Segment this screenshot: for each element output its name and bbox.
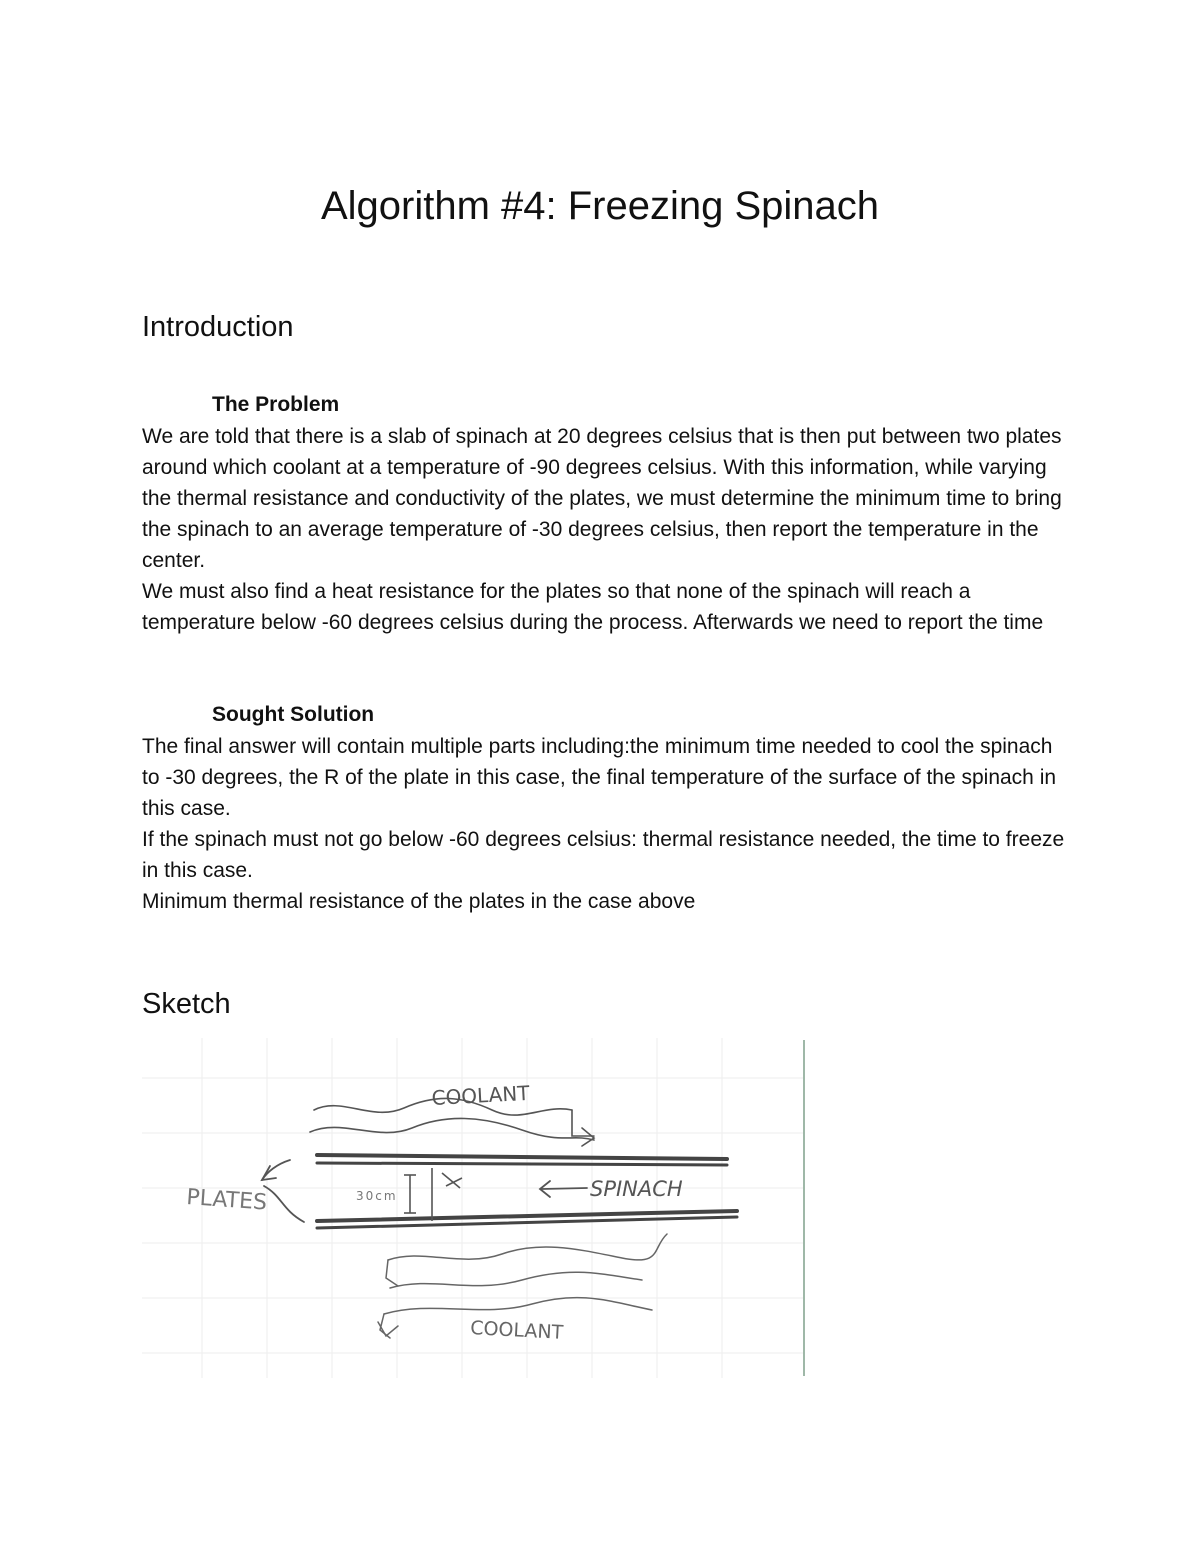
subheading-sought-solution: Sought Solution xyxy=(212,703,375,726)
solution-body xyxy=(142,731,1072,917)
solution-paragraph-3: Minimum thermal resistance of the plates in the case above xyxy=(142,890,696,913)
top-plate xyxy=(317,1155,727,1165)
thickness-marker xyxy=(404,1168,462,1221)
section-heading-introduction: Introduction xyxy=(142,311,294,343)
plates-label: PLATES xyxy=(185,1185,268,1216)
section-heading-sketch: Sketch xyxy=(142,988,231,1020)
spinach-label: SPINACH xyxy=(590,1177,683,1201)
page-title: Algorithm #4: Freezing Spinach xyxy=(320,184,880,228)
sketch-drawing xyxy=(142,1038,812,1380)
thickness-label: 30cm xyxy=(356,1189,398,1203)
solution-paragraph-1: The final answer will contain multiple parts including:the minimum time needed to cool the spinach to -30 degrees, the R of the plate in this case, the final temperature of the surface of the spinach in this case. xyxy=(142,735,1057,820)
problem-paragraph-1: We are told that there is a slab of spinach at 20 degrees celsius that is then put between two plates around which coolant at a temperature of -90 degrees celsius. With this information, while varying the thermal resistance and conductivity of the plates, we must determine the minimum time to bring the spinach to an average temperature of -30 degrees celsius, then report the temperature in the center. xyxy=(142,425,1062,572)
plates-pointer xyxy=(262,1160,304,1222)
problem-body xyxy=(142,421,1072,638)
problem-paragraph-2: We must also find a heat resistance for the plates so that none of the spinach will reach a temperature below -60 degrees celsius during the process. Afterwards we need to report the time xyxy=(142,580,1044,634)
coolant-bottom-label: COOLANT xyxy=(469,1317,564,1344)
spinach-arrow xyxy=(540,1181,587,1197)
coolant-top-label: COOLANT xyxy=(431,1080,531,1110)
solution-paragraph-2: If the spinach must not go below -60 degrees celsius: thermal resistance needed, the time to freeze in this case. xyxy=(142,828,1065,882)
subheading-the-problem: The Problem xyxy=(212,393,340,416)
